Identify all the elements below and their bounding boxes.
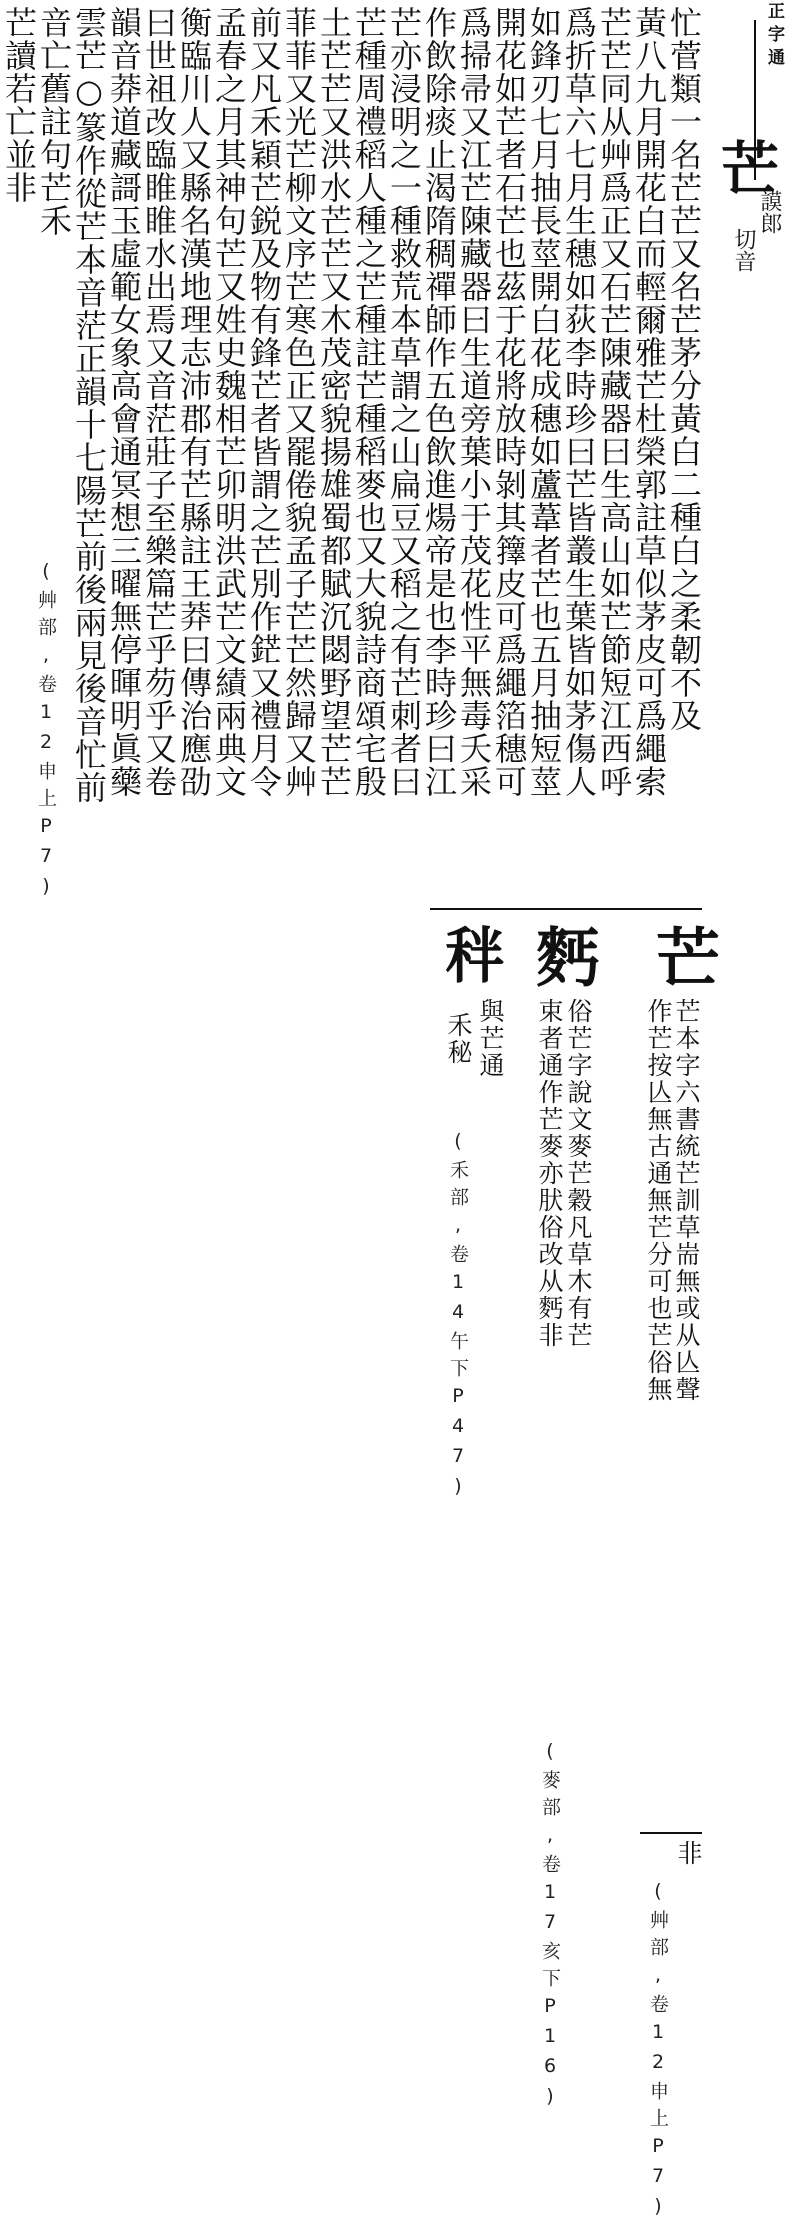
entry-column: 與芒通: [476, 998, 505, 1079]
margin-note: (艸部,卷12申上P7): [647, 1880, 669, 2225]
main-headword: 芒: [711, 138, 779, 196]
entry-column: 芒芒同从艸爲正又石芒陳藏器曰生高山如芒節短江西呼: [595, 6, 633, 798]
entry-column: 黃八九月開花白而輕爾雅芒杜榮郭註草似茅皮可爲繩索: [630, 6, 668, 798]
entry-column: 作飲除痰止渴隋稠禪師作五色飲進煬帝是也李時珍曰江: [420, 6, 458, 798]
entry-column: 爲折草六七月生穗如荻李時珍曰芒皆叢生葉皆如茅傷人: [560, 6, 598, 798]
book-title: 正字通: [764, 2, 784, 71]
entry-column: 韻音莽道藏謌玉虛範女象高會通冥想三曜無停暉明眞藥: [105, 6, 143, 798]
entry-column: 土芒芒又洪水芒芒又木茂密貌揚雄蜀都賦沉閟野望芒芒: [315, 6, 353, 798]
entry-column: 束者通作芒麥亦肰俗改从麫非: [535, 998, 564, 1349]
entry-column: 作芒按亾無古通無芒分可也芒俗無: [644, 998, 673, 1403]
entry-headword: 麫: [525, 924, 600, 988]
headword-reading-bottom: 切音: [731, 228, 756, 272]
entry-rule: [640, 1832, 702, 1834]
entry-column: 如鋒刃七月抽長莖開白花成穗如蘆葦者芒也五月抽短莖: [525, 6, 563, 798]
entry-column: 開花如芒者石芒也茲于花將放時剝其籜皮可爲繩箔穗可: [490, 6, 528, 798]
entry-column: 前又凡禾穎芒鋭及物有鋒芒者皆謂之芒別作鋩又禮月令: [245, 6, 283, 798]
entry-column: 芒讀若亡並非: [0, 6, 38, 204]
entry-column: 芒亦浸明之一種救荒本草謂之山扁豆又稻之有芒刺者曰: [385, 6, 423, 798]
entry-column: 俗芒字說文麥芒穀凡草木有芒: [564, 998, 593, 1349]
margin-note: (艸部,卷12申上P7): [35, 560, 57, 905]
entry-column: 雲芒○篆作從芒本音茫正韻十七陽芒前後兩見後音忙前: [70, 6, 108, 804]
entry-column: 菲菲又光芒柳文序芒寒色正又罷倦貌孟子芒芒然歸又艸: [280, 6, 318, 798]
entry-column: 芒本字六書統芒訓草耑無或从亾聲: [672, 998, 701, 1403]
entry-headword: 秚: [435, 924, 505, 984]
entry-column: 爲掃帚又江芒陳藏器曰生道旁葉小于茂花性平無毒夭采: [455, 6, 493, 798]
entry-column: 衡臨川人又縣名漢地理志沛郡有芒縣註王莽曰傳治應劭: [175, 6, 213, 798]
entry-column: 禾秘: [444, 1012, 473, 1066]
entry-column: 忙菅類一名芒芒又名芒茅分黃白二種白之柔韌不及: [665, 6, 703, 732]
entry-column: 芒種周禮稻人種之芒種註芒種稻麥也又大貌詩商頌宅殷: [350, 6, 388, 798]
entry-column: 音亡舊註句芒禾: [35, 6, 73, 237]
margin-note: (禾部,卷14午下P47): [447, 1130, 469, 1505]
entry-headword: 芒: [645, 924, 720, 988]
headword-reading-top: 謨郎: [757, 190, 782, 234]
section-rule: [430, 908, 702, 910]
entry-column: 孟春之月其神句芒又姓史魏相芒卯明洪武芒文績兩典文: [210, 6, 248, 798]
margin-note: (麥部,卷17亥下P16): [539, 1740, 561, 2115]
entry-column: 曰世祖改臨睢睢水出焉又音茫莊子至樂篇芒乎芴乎又卷: [140, 6, 178, 798]
entry-column: 非: [674, 1840, 703, 1867]
